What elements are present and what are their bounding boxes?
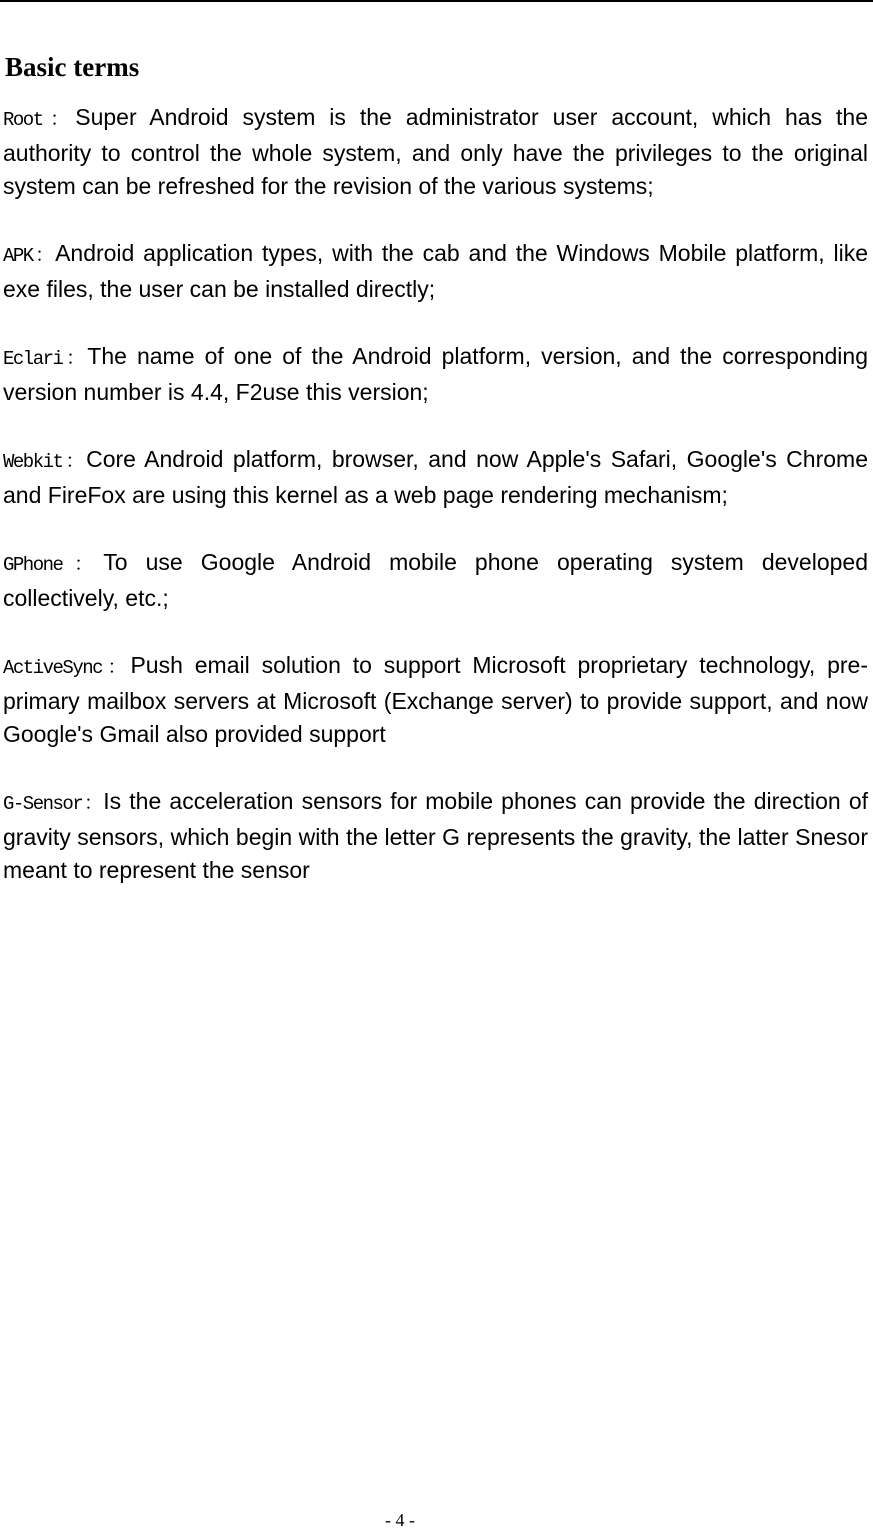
term-eclari: [3, 340, 868, 409]
term-label: APK：: [3, 245, 56, 267]
term-label: Root：: [3, 109, 76, 131]
term-webkit: [3, 443, 868, 512]
term-label: Webkit：: [3, 451, 87, 473]
term-definition: Push email solution to support Microsoft proprietary technology, pre-primary mailbox servers at Microsoft (Exchange server) to provide support, and now Google's Gmail also provided support: [3, 652, 868, 747]
term-label: G-Sensor：: [3, 793, 104, 815]
term-definition: To use Google Android mobile phone operating system developed collectively, etc.;: [3, 549, 868, 611]
term-definition: Is the acceleration sensors for mobile phones can provide the direction of gravity sensors, which begin with the letter G represents the gravity, the latter Snesor meant to represent the sensor: [3, 788, 868, 883]
term-definition: The name of one of the Android platform, version, and the corresponding version number is 4.4, F2use this version;: [3, 343, 868, 405]
term-definition: Core Android platform, browser, and now Apple's Safari, Google's Chrome and FireFox are using this kernel as a web page rendering mechanism;: [3, 446, 868, 508]
term-label: ActiveSync：: [3, 657, 131, 679]
terms-list: [3, 101, 868, 921]
term-gsensor: [3, 785, 868, 887]
section-heading: Basic terms: [5, 52, 140, 82]
term-label: GPhone：: [3, 554, 104, 576]
term-apk: [3, 237, 868, 306]
header-rule: [0, 0, 873, 2]
term-label: Eclari：: [3, 348, 88, 370]
term-definition: Android application types, with the cab and the Windows Mobile platform, like exe files, the user can be installed directly;: [3, 240, 868, 302]
term-definition: Super Android system is the administrator user account, which has the authority to control the whole system, and only have the privileges to the original system can be refreshed for the revision of the various systems;: [3, 104, 868, 199]
term-root: [3, 101, 868, 203]
page-number: - 4 -: [385, 1510, 415, 1530]
term-gphone: [3, 546, 868, 615]
term-activesync: [3, 649, 868, 751]
